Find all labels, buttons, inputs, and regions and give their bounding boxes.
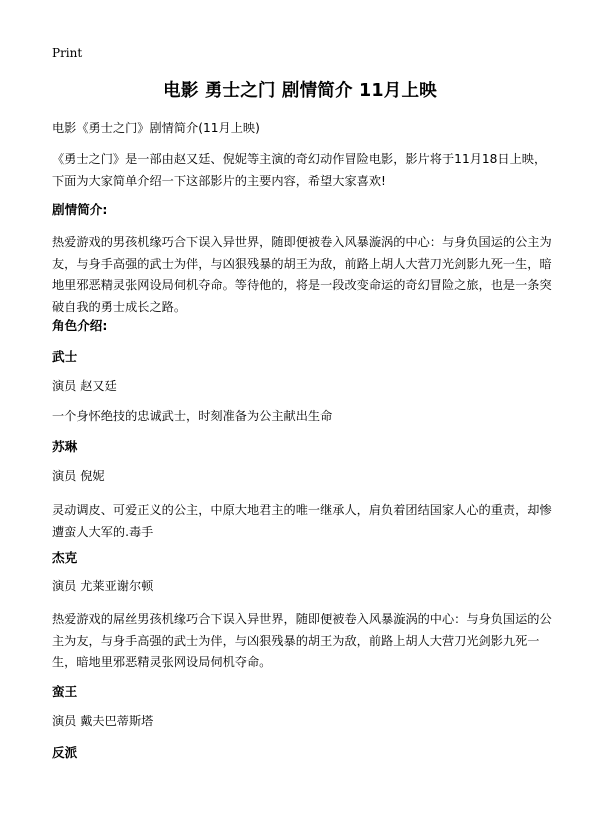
character-desc (52, 406, 552, 428)
plot-text: 热爱游戏的男孩机缘巧合下误入异世界，随即便被卷入风暴漩涡的中心：与身负国运的公主为友，与身手高强的武士为伴，与凶狠残暴的胡王为敌，前路上胡人大营刀光剑影九死一生，暗地里邪恶精灵张网设局伺机夺命。等待他的，将是一段改变命运的奇幻冒险之旅，也是一条突破自我的勇士成长之路。 (52, 235, 552, 314)
desc-text: 灵动调皮、可爱正义的公主，中原大地君主的唯一继承人，肩负着团结国家人心的重责，却惨遭蛮人大军的.毒手 (52, 503, 552, 539)
character-actor (52, 376, 552, 398)
actor-text: 演员 倪妮 (52, 469, 105, 483)
plot-heading: 剧情简介: (52, 202, 108, 217)
character-actor (52, 466, 552, 488)
actor-text: 演员 尤莱亚谢尔顿 (52, 579, 154, 593)
plot-section (52, 232, 552, 318)
page-title: 电影 勇士之门 剧情简介 11月上映 (163, 81, 437, 101)
character-desc (52, 609, 552, 674)
character-name: 苏琳 (52, 439, 78, 454)
character-desc (52, 500, 552, 543)
characters-heading: 角色介绍: (52, 318, 108, 333)
character-actor (52, 711, 552, 733)
subtitle-text: 电影《勇士之门》剧情简介(11月上映) (52, 121, 260, 135)
character-name: 反派 (52, 745, 78, 760)
intro-subtitle (52, 118, 552, 140)
print-link[interactable]: Print (52, 46, 83, 60)
actor-text: 演员 戴夫巴蒂斯塔 (52, 714, 154, 728)
character-name: 蛮王 (52, 684, 78, 699)
character-name: 杰克 (52, 550, 78, 565)
intro-summary (52, 149, 552, 192)
desc-text: 热爱游戏的屌丝男孩机缘巧合下误入异世界，随即便被卷入风暴漩涡的中心：与身负国运的公主为友，与身手高强的武士为伴，与凶狠残暴的胡王为敌，前路上胡人大营刀光剑影九死一生，暗地里邪恶精灵张网设局伺机夺命。 (52, 612, 552, 670)
actor-text: 演员 赵又廷 (52, 379, 117, 393)
summary-text: 《勇士之门》是一部由赵又廷、倪妮等主演的奇幻动作冒险电影，影片将于11月18日上映，下面为大家简单介绍一下这部影片的主要内容，希望大家喜欢! (52, 152, 547, 188)
character-name: 武士 (52, 349, 78, 364)
character-actor (52, 576, 552, 598)
desc-text: 一个身怀绝技的忠诚武士，时刻准备为公主献出生命 (52, 409, 333, 423)
